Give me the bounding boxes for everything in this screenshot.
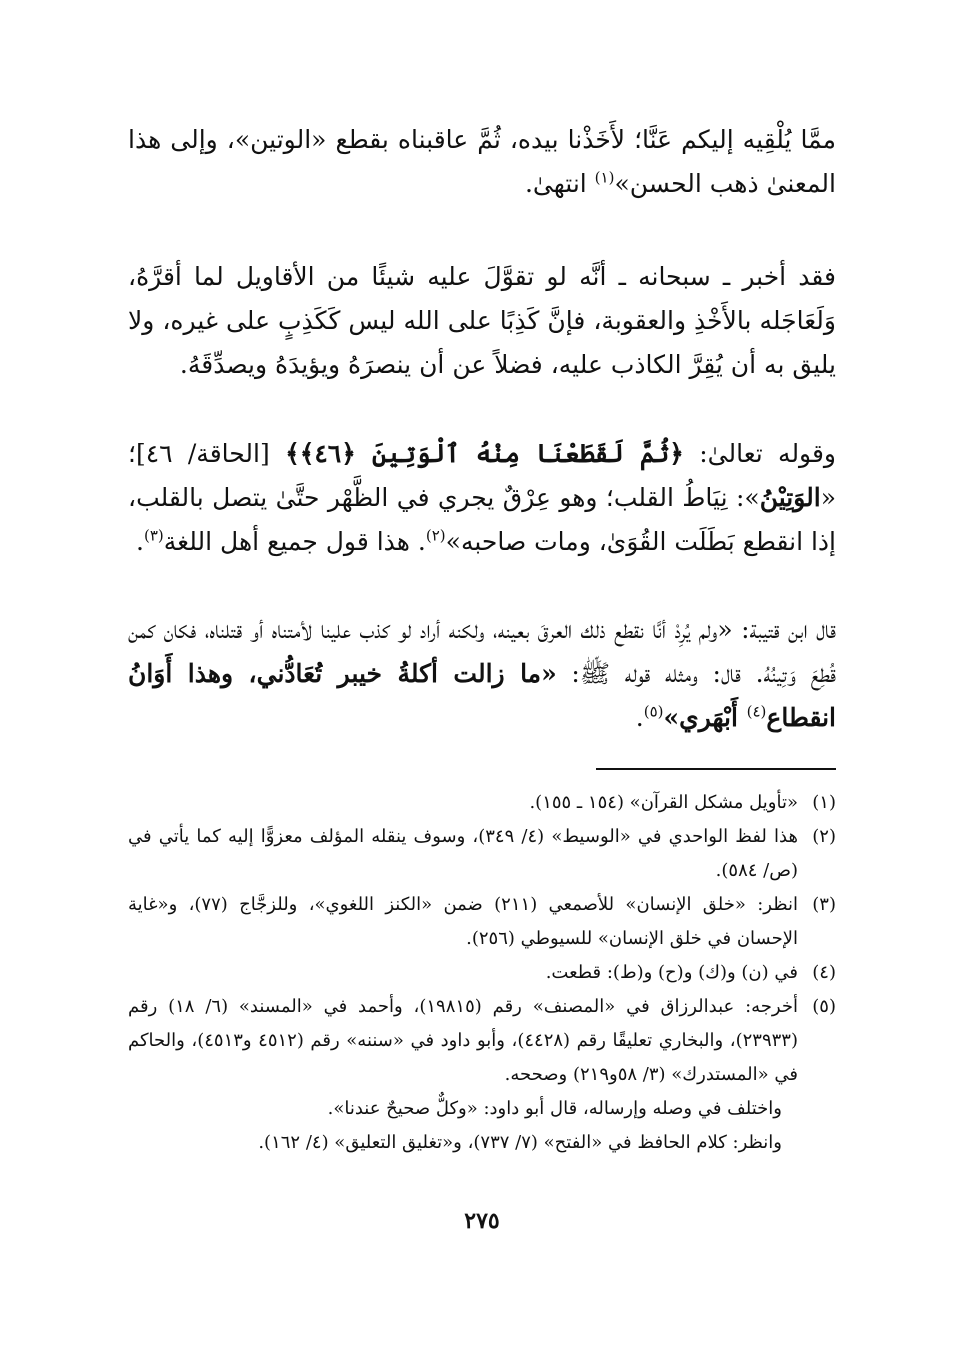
footnote-continuation: واختلف في وصله وإرساله، قال أبو داود: «وكلٌّ صحيحٌ عندنا». — [327, 1098, 782, 1119]
footnote-ref[interactable]: (٢) — [425, 526, 446, 545]
page-number: ٢٧٥ — [464, 1208, 500, 1234]
footnotes — [128, 786, 836, 1160]
footnote-divider — [596, 768, 836, 770]
footnote-item — [128, 990, 836, 1092]
footnote-text: «تأويل مشكل القرآن» (١٥٤ ـ ١٥٥). — [529, 792, 798, 813]
hadith-text: أَبْهَري» — [663, 703, 747, 732]
paragraph-text: . هذا قول جميع أهل اللغة — [163, 527, 426, 556]
paragraph-text: فقد أخبر ـ سبحانه ـ أنَّه لو تقوَّلَ عليه شيئًا من الأقاويل لما أقرَّهُ، وَلَعَاجَله بالأَخْذِ والعقوبة، فإنَّ كَذِبًا على الله ليس كَكَذِبٍ على غيره، ولا يليق به أن يُقِرَّ الكاذب عليه، فضلاً عن أن ينصرَهُ ويؤيدَهُ ويصدِّقَهُ. — [128, 262, 836, 379]
paragraph-4 — [128, 608, 836, 740]
footnote-number: (٣) — [812, 894, 836, 915]
paragraph-text: »: نِيَاطُ القلب؛ وهو عِرْقٌ يجري في الظَّهْر حتَّىٰ يتصل بالقلب، إذا انقطع بَطَلَت القُوَىٰ، ومات صاحبه» — [128, 483, 836, 556]
footnote-ref[interactable]: (١) — [594, 168, 615, 187]
footnote-text: انظر: «خلق الإنسان» للأصمعي (٢١١) ضمن «الكنز اللغوي»، وللزجَّاج (٧٧)، و«غاية الإحسان في خلق الإنسان» للسيوطي (٢٥٦). — [128, 894, 798, 949]
footnote-item — [128, 786, 836, 820]
paragraph-end: . — [635, 703, 644, 732]
footnote-continuation: وانظر: كلام الحافظ في «الفتح» (٧/ ٧٣٧)، و«تغليق التعليق» (٤/ ١٦٢). — [258, 1132, 782, 1153]
footnote-item — [128, 888, 836, 956]
hadith-text: «ما زالت أكلةُ خيبر تُعَادُّني، وهذا أَوَانُ انقطاع — [128, 659, 836, 732]
footnote-text: في (ن) و(ك) و(ح) و(ط): قطعت. — [545, 962, 798, 983]
footnote-number: (٤) — [812, 962, 836, 983]
verse-reference: [الحاقة/ ٤٦]؛ « — [128, 439, 836, 512]
footnote-ref[interactable]: (٤) — [746, 702, 767, 721]
paragraph-text: ممَّا يُلْقِيه إليكم عَنَّا؛ لأَخَذْنا بيده، ثُمَّ عاقبناه بقطع «الوتين»، وإلى هذا المعنىٰ ذهب الحسن» — [128, 125, 836, 198]
defined-word: الوَتِيْنُ — [759, 483, 821, 512]
footnote-ref[interactable]: (٥) — [643, 702, 664, 721]
footnote-text: هذا لفظ الواحدي في «الوسيط» (٤/ ٣٤٩)، وسوف ينقله المؤلف معزوًّا إليه كما يأتي في (ص/ ٥٨٤). — [128, 826, 798, 881]
quran-verse: ﴿ثُمَّ لَقَطَعْنَا مِنْهُ ٱلْوَتِينَ ﴿٤٦﴾﴾ — [285, 439, 684, 468]
paragraph-2 — [128, 255, 836, 387]
footnote-number: (٥) — [812, 996, 836, 1017]
paragraph-text: قال ابن قتيبة: «ولم يُرِدْ أنَّا نقطع ذلك العرقَ بعينه، ولكنه أراد لو كذب علينا لأمتناه أو قتلناه، فكان كمن قُطِعَ وَتِينُهُ. قال: ومثله قوله ﷺ: — [128, 615, 836, 688]
paragraph-text: انتهىٰ. — [524, 169, 595, 198]
footnote-number: (١) — [812, 792, 836, 813]
footnote-text: أخرجه: عبدالرزاق في «المصنف» رقم (١٩٨١٥)، وأحمد في «المسند» (٦/ ١٨) رقم (٢٣٩٣٣)، والبخاري تعليقًا رقم (٤٤٢٨)، وأبو داود في «سننه» رقم (٤٥١٢ و٤٥١٣)، والحاكم في «المستدرك» (٣/ ٥٨و٢١٩) وصححه. — [128, 996, 798, 1085]
paragraph-end: . — [136, 527, 144, 556]
footnote-number: (٢) — [812, 826, 836, 847]
footnote-item — [128, 820, 836, 888]
paragraph-lead: وقوله تعالىٰ: — [683, 439, 836, 468]
footnote-item — [128, 956, 836, 990]
paragraph-1 — [128, 118, 836, 206]
paragraph-3 — [128, 432, 836, 564]
footnote-ref[interactable]: (٣) — [144, 526, 164, 545]
